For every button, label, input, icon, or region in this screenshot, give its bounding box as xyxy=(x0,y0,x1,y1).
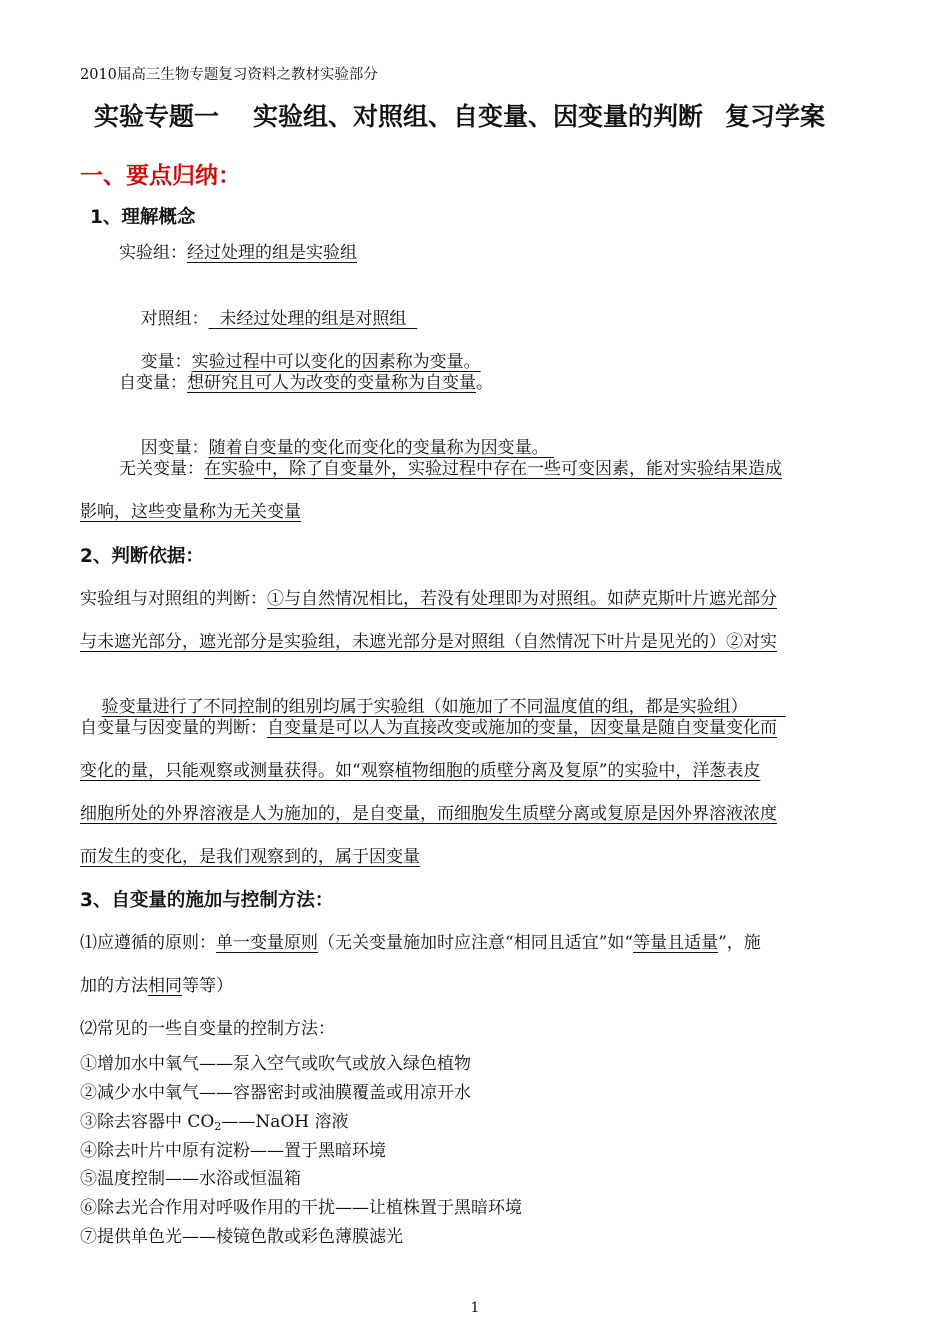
title-part-2: 实验组、对照组、自变量、因变量的判断 xyxy=(253,102,704,131)
basis-var-text: 而发生的变化，是我们观察到的，属于因变量 xyxy=(80,847,420,867)
basis-group-text: 验变量进行了不同控制的组别均属于实验组（如施加了不同温度值的组，都是实验组） xyxy=(101,697,786,717)
basis-var-text: 变化的量，只能观察或测量获得。如“观察植物细胞的质壁分离及复原”的实验中，洋葱表皮 xyxy=(80,761,761,781)
principle-end: ”，施 xyxy=(718,933,761,953)
basis-var-text: 自变量是可以人为直接改变或施加的变量，因变量是随自变量变化而 xyxy=(267,718,777,738)
concept-label: 对照组： xyxy=(140,309,209,329)
methods-principle-line-1 xyxy=(80,932,761,954)
principle-mid: （无关变量施加时应注意“相同且适宜”如“ xyxy=(318,933,634,953)
concept-label: 因变量： xyxy=(140,438,209,458)
principle-line2-prefix: 加的方法 xyxy=(80,976,148,996)
method-item-1: ①增加水中氧气——泵入空气或吹气或放入绿色植物 xyxy=(80,1054,471,1074)
method-item-3-suffix: ——NaOH 溶液 xyxy=(221,1112,349,1132)
concept-definition: 在实验中，除了自变量外，实验过程中存在一些可变因素，能对实验结果造成 xyxy=(204,459,782,479)
basis-var-line-3 xyxy=(80,803,777,825)
principle-equal-amount: 等量且适量 xyxy=(633,933,719,953)
basis-var-line-2 xyxy=(80,760,760,782)
methods-principle-line-2 xyxy=(80,975,233,997)
principle-prefix: ⑴应遵循的原则： xyxy=(80,933,216,953)
basis-group-text: ①与自然情况相比，若没有处理即为对照组。如萨克斯叶片遮光部分 xyxy=(267,589,777,609)
basis-group-line-2 xyxy=(80,631,777,653)
concept-label: 无关变量： xyxy=(119,459,204,479)
methods-common-heading: ⑵常见的一些自变量的控制方法： xyxy=(80,1019,335,1039)
section-heading-key-points: 一、要点归纳： xyxy=(80,163,241,189)
method-item-7: ⑦提供单色光——棱镜色散或彩色薄膜滤光 xyxy=(80,1227,403,1247)
title-part-3: 复习学案 xyxy=(725,102,826,131)
concept-label: 自变量： xyxy=(119,373,187,393)
concept-independent-variable xyxy=(119,372,493,394)
methods-heading: 3、自变量的施加与控制方法： xyxy=(80,890,334,911)
method-item-3-prefix: ③除去容器中 CO xyxy=(80,1112,215,1132)
method-item-3 xyxy=(80,1111,349,1138)
concept-irrelevant-variable-cont xyxy=(80,501,301,523)
concept-tail: 。 xyxy=(476,373,493,393)
concept-label: 实验组： xyxy=(119,243,187,263)
method-item-6: ⑥除去光合作用对呼吸作用的干扰——让植株置于黑暗环境 xyxy=(80,1198,522,1218)
concept-definition: 想研究且可人为改变的变量称为自变量 xyxy=(187,373,476,393)
method-item-2: ②减少水中氧气——容器密封或油膜覆盖或用凉开水 xyxy=(80,1083,471,1103)
concepts-heading: 1、理解概念 xyxy=(90,207,196,228)
method-item-5: ⑤温度控制——水浴或恒温箱 xyxy=(80,1169,301,1189)
title-part-1: 实验专题一 xyxy=(94,102,220,131)
method-item-3-subscript: 2 xyxy=(214,1120,222,1133)
basis-var-label: 自变量与因变量的判断： xyxy=(80,718,267,738)
concept-definition: 实验过程中可以变化的因素称为变量。 xyxy=(191,352,481,372)
page-number: 1 xyxy=(470,1300,480,1316)
method-item-4: ④除去叶片中原有淀粉——置于黑暗环境 xyxy=(80,1141,386,1161)
principle-same: 相同 xyxy=(148,976,182,996)
concept-irrelevant-variable xyxy=(119,458,782,480)
page-title xyxy=(94,100,825,134)
principle-line2-end: 等等） xyxy=(182,976,233,996)
basis-var-line-1 xyxy=(80,717,777,739)
basis-group-label: 实验组与对照组的判断： xyxy=(80,589,267,609)
basis-var-text: 细胞所处的外界溶液是人为施加的，是自变量，而细胞发生质壁分离或复原是因外界溶液浓度 xyxy=(80,804,777,824)
concept-definition: 经过处理的组是实验组 xyxy=(187,243,357,263)
concept-definition: 未经过处理的组是对照组 xyxy=(208,309,418,329)
concept-experimental-group xyxy=(119,242,357,264)
basis-var-line-4 xyxy=(80,846,420,868)
document-header: 2010届高三生物专题复习资料之教材实验部分 xyxy=(80,67,378,83)
basis-group-text: 与未遮光部分，遮光部分是实验组，未遮光部分是对照组（自然情况下叶片是见光的）②对实 xyxy=(80,632,777,652)
basis-group-line-1 xyxy=(80,588,777,610)
principle-single-variable: 单一变量原则 xyxy=(216,933,318,953)
concept-definition: 影响，这些变量称为无关变量 xyxy=(80,502,301,522)
concept-label: 变量： xyxy=(140,352,192,372)
concept-definition: 随着自变量的变化而变化的变量称为因变量。 xyxy=(208,438,555,458)
basis-heading: 2、判断依据： xyxy=(80,546,204,567)
